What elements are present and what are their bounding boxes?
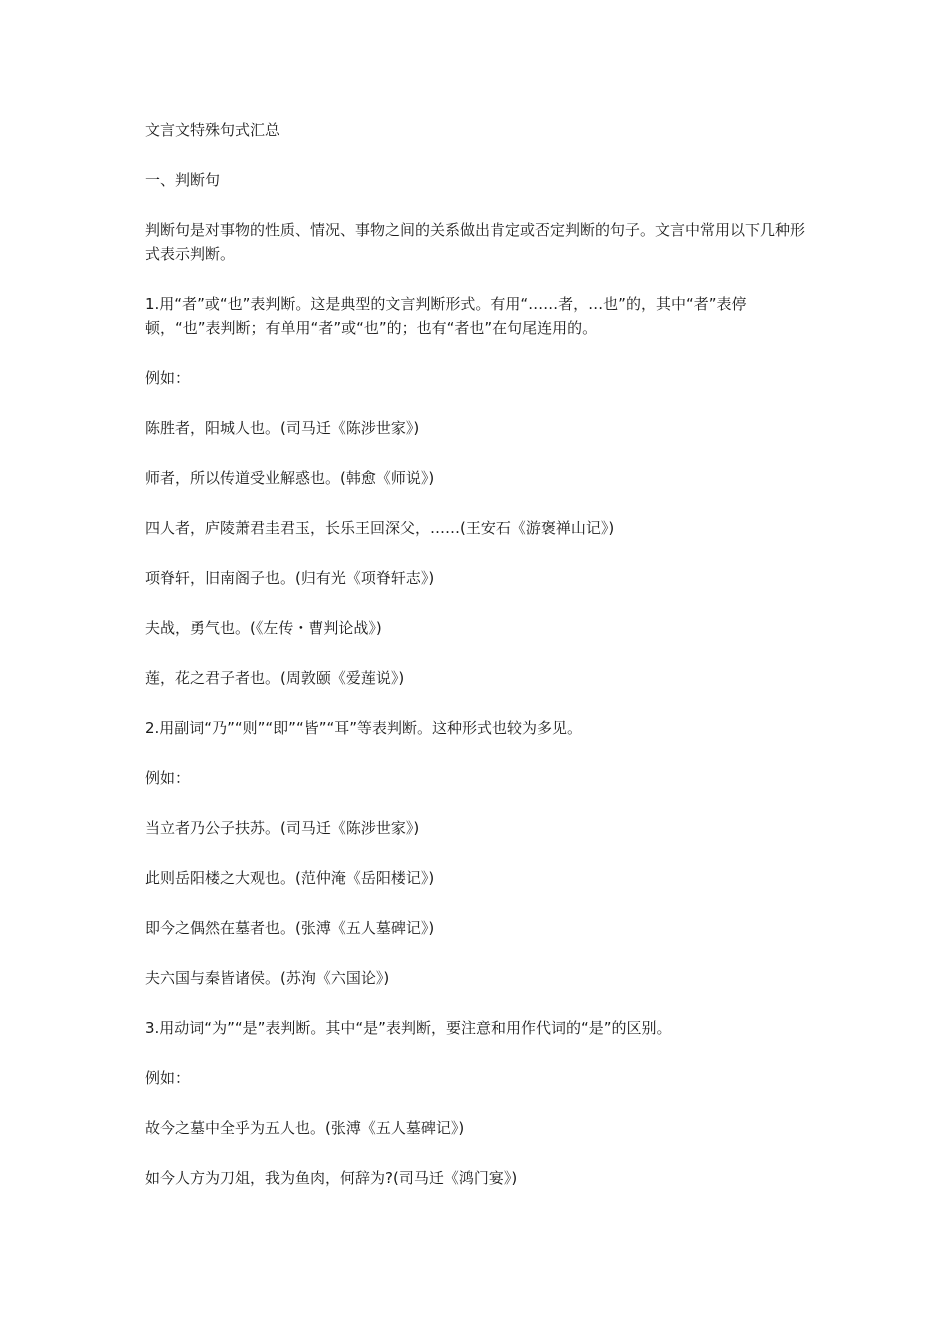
intro-paragraph: 判断句是对事物的性质、情况、事物之间的关系做出肯定或否定判断的句子。文言中常用以下几种形式表示判断。 xyxy=(145,221,806,263)
example-line: 如今人方为刀俎，我为鱼肉，何辞为?(司马迁《鸿门宴》) xyxy=(145,1169,518,1187)
example-line: 当立者乃公子扶苏。(司马迁《陈涉世家》) xyxy=(145,819,420,837)
document-body xyxy=(145,118,813,1216)
example-label: 例如： xyxy=(145,769,191,787)
point-2-paragraph: 2.用副词“乃”“则”“即”“皆”“耳”等表判断。这种形式也较为多见。 xyxy=(145,719,583,737)
example-line: 师者，所以传道受业解惑也。(韩愈《师说》) xyxy=(145,469,435,487)
document-title: 文言文特殊句式汇总 xyxy=(145,121,281,139)
example-line: 故今之墓中全乎为五人也。(张溥《五人墓碑记》) xyxy=(145,1119,465,1137)
example-label: 例如： xyxy=(145,1069,191,1087)
example-line: 夫战，勇气也。(《左传・曹判论战》) xyxy=(145,619,382,637)
example-line: 陈胜者，阳城人也。(司马迁《陈涉世家》) xyxy=(145,419,420,437)
example-label: 例如： xyxy=(145,369,191,387)
example-line: 夫六国与秦皆诸侯。(苏洵《六国论》) xyxy=(145,969,390,987)
section-heading: 一、判断句 xyxy=(145,171,221,189)
point-1-paragraph: 1.用“者”或“也”表判断。这是典型的文言判断形式。有用“……者，…也”的，其中“者”表停顿，“也”表判断；有单用“者”或“也”的；也有“者也”在句尾连用的。 xyxy=(145,295,747,337)
example-line: 即今之偶然在墓者也。(张溥《五人墓碑记》) xyxy=(145,919,435,937)
example-line: 项脊轩，旧南阁子也。(归有光《项脊轩志》) xyxy=(145,569,435,587)
example-line: 此则岳阳楼之大观也。(范仲淹《岳阳楼记》) xyxy=(145,869,435,887)
example-line: 四人者，庐陵萧君圭君玉，长乐王回深父，……(王安石《游褒禅山记》) xyxy=(145,519,615,537)
example-line: 莲，花之君子者也。(周敦颐《爱莲说》) xyxy=(145,669,405,687)
point-3-paragraph: 3.用动词“为”“是”表判断。其中“是”表判断，要注意和用作代词的“是”的区别。 xyxy=(145,1019,672,1037)
